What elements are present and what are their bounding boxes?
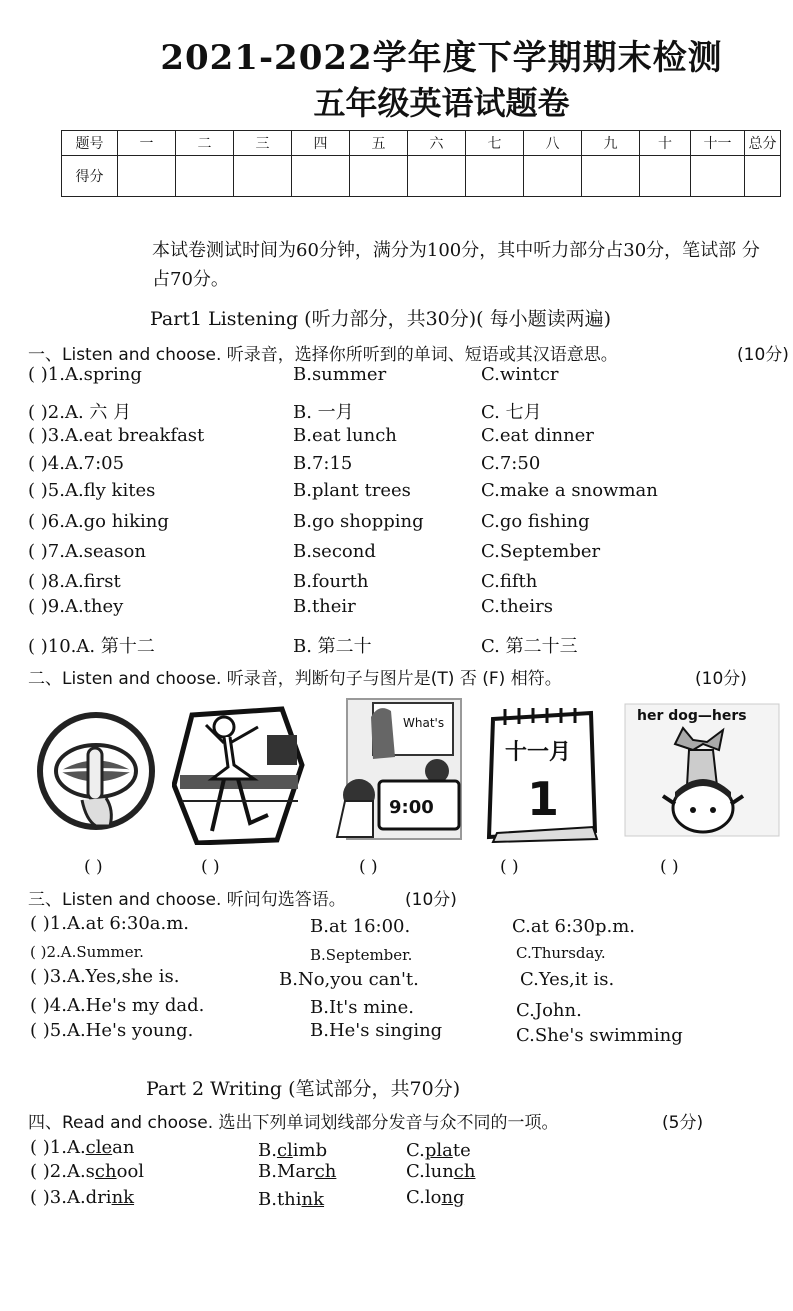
s4-q2-c: C.lunch	[406, 1161, 476, 1182]
s3-q5-a: ( )5.A.He's young.	[30, 1020, 194, 1041]
s2-answer-2[interactable]: ( )	[201, 857, 220, 877]
s1-q5-b: B.plant trees	[293, 480, 411, 501]
score-cell[interactable]	[640, 156, 691, 197]
s1-q4-b: B.7:15	[293, 453, 353, 474]
s2-answer-3[interactable]: ( )	[359, 857, 378, 877]
s3-q2-a: ( )2.A.Summer.	[30, 943, 144, 961]
part1-heading: Part1 Listening (听力部分，共30分)( 每小题读两遍)	[150, 308, 612, 330]
dog-caption-text: her dog—hers	[637, 708, 747, 724]
s1-q3-a: ( )3.A.eat breakfast	[28, 425, 205, 446]
s1-q5-a: ( )5.A.fly kites	[28, 480, 156, 501]
score-col-9: 九	[582, 131, 640, 156]
score-col-3: 三	[234, 131, 292, 156]
s1-q1-c: C.wintcr	[481, 364, 559, 385]
s1-q1-b: B.summer	[293, 364, 387, 385]
s1-q10-c: C. 第二十三	[481, 636, 578, 657]
s4-q3-b: B.think	[258, 1189, 325, 1210]
score-cell[interactable]	[234, 156, 292, 197]
calendar-day-text: 1	[527, 772, 560, 826]
s4-q3-a: ( )3.A.drink	[30, 1187, 135, 1208]
s1-q6-c: C.go fishing	[481, 511, 590, 532]
s2-answer-1[interactable]: ( )	[84, 857, 103, 877]
s1-q9-c: C.theirs	[481, 596, 553, 617]
s1-q9-a: ( )9.A.they	[28, 596, 124, 617]
s4-q2-b: B.March	[258, 1161, 337, 1182]
exam-instructions: 本试卷测试时间为60分钟，满分为100分，其中听力部分占30分，笔试部 分占70分。	[152, 240, 760, 290]
s1-q4-c: C.7:50	[481, 453, 541, 474]
s3-q5-c: C.She's swimming	[516, 1025, 683, 1046]
s3-q4-c: C.John.	[516, 1000, 582, 1021]
calendar-month-text: 十一月	[505, 740, 572, 765]
her-dog-picture	[623, 700, 783, 840]
s1-q8-b: B.fourth	[293, 571, 369, 592]
s1-q10-a: ( )10.A. 第十二	[28, 636, 155, 657]
part2-heading: Part 2 Writing (笔试部分，共70分)	[146, 1078, 461, 1100]
s1-q3-c: C.eat dinner	[481, 425, 594, 446]
s1-q2-c: C. 七月	[481, 402, 542, 423]
score-cell[interactable]	[745, 156, 781, 197]
score-cell[interactable]	[350, 156, 408, 197]
s3-q2-c: C.Thursday.	[516, 944, 606, 962]
section2-points: (10分)	[695, 669, 747, 689]
s1-q5-c: C.make a snowman	[481, 480, 658, 501]
score-table	[61, 130, 781, 197]
score-cell[interactable]	[691, 156, 745, 197]
s4-q1-b: B.climb	[258, 1140, 328, 1161]
score-col-8: 八	[524, 131, 582, 156]
classroom-sign-text: What's	[403, 716, 445, 730]
section1-points: (10分)	[737, 345, 789, 365]
s1-q8-c: C.fifth	[481, 571, 538, 592]
ballet-dancer-picture	[172, 705, 305, 845]
s3-q1-a: ( )1.A.at 6:30a.m.	[30, 913, 190, 934]
s1-q6-b: B.go shopping	[293, 511, 424, 532]
score-cell[interactable]	[466, 156, 524, 197]
s2-answer-5[interactable]: ( )	[660, 857, 679, 877]
s3-q3-b: B.No,you can't.	[279, 969, 419, 990]
s1-q4-a: ( )4.A.7:05	[28, 453, 125, 474]
score-col-1: 一	[118, 131, 176, 156]
s1-q2-a: ( )2.A. 六 月	[28, 402, 132, 423]
s3-q4-b: B.It's mine.	[310, 997, 414, 1018]
section4-title: 四、Read and choose. 选出下列单词划线部分发音与众不同的一项。	[28, 1113, 559, 1133]
s3-q5-b: B.He's singing	[310, 1020, 443, 1041]
s3-q2-b: B.September.	[310, 946, 413, 964]
s1-q3-b: B.eat lunch	[293, 425, 397, 446]
page-subtitle: 五年级英语试题卷	[313, 84, 570, 122]
s1-q10-b: B. 第二十	[293, 636, 372, 657]
s3-q3-c: C.Yes,it is.	[520, 969, 615, 990]
score-table-row1-label: 题号	[62, 131, 118, 156]
score-cell[interactable]	[408, 156, 466, 197]
score-cell[interactable]	[524, 156, 582, 197]
s2-answer-4[interactable]: ( )	[500, 857, 519, 877]
section2-title: 二、Listen and choose. 听录音，判断句子与图片是(T) 否 (F) 相符。	[28, 669, 562, 689]
s3-q4-a: ( )4.A.He's my dad.	[30, 995, 205, 1016]
score-cell[interactable]	[582, 156, 640, 197]
section3-points: (10分)	[405, 890, 457, 910]
calendar-picture	[483, 705, 603, 843]
s4-q1-a: ( )1.A.clean	[30, 1137, 135, 1158]
score-col-2: 二	[176, 131, 234, 156]
section3-title: 三、Listen and choose. 听问句选答语。	[28, 890, 346, 910]
s1-q7-a: ( )7.A.season	[28, 541, 146, 562]
clock-time-text: 9:00	[389, 797, 434, 818]
score-col-5: 五	[350, 131, 408, 156]
section1-title: 一、Listen and choose. 听录音，选择你所听到的单词、短语或其汉语意思。	[28, 345, 618, 365]
section4-points: (5分)	[662, 1113, 704, 1133]
s4-q3-c: C.long	[406, 1187, 465, 1208]
s3-q1-b: B.at 16:00.	[310, 916, 411, 937]
s1-q9-b: B.their	[293, 596, 356, 617]
s1-q6-a: ( )6.A.go hiking	[28, 511, 169, 532]
s3-q3-a: ( )3.A.Yes,she is.	[30, 966, 180, 987]
s1-q7-c: C.September	[481, 541, 601, 562]
score-col-total: 总分	[745, 131, 781, 156]
s4-q1-c: C.plate	[406, 1140, 471, 1161]
score-table-row2-label: 得分	[62, 156, 118, 197]
s1-q7-b: B.second	[293, 541, 376, 562]
score-col-11: 十一	[691, 131, 745, 156]
s1-q8-a: ( )8.A.first	[28, 571, 121, 592]
score-col-10: 十	[640, 131, 691, 156]
s1-q2-b: B. 一月	[293, 402, 354, 423]
score-col-6: 六	[408, 131, 466, 156]
score-col-4: 四	[292, 131, 350, 156]
score-cell[interactable]	[176, 156, 234, 197]
s4-q2-a: ( )2.A.school	[30, 1161, 145, 1182]
score-cell[interactable]	[118, 156, 176, 197]
score-col-7: 七	[466, 131, 524, 156]
s3-q1-c: C.at 6:30p.m.	[512, 916, 635, 937]
score-cell[interactable]	[292, 156, 350, 197]
quiet-sign-picture	[36, 710, 156, 832]
page-title: 2021-2022学年度下学期期末检测	[160, 38, 723, 78]
classroom-clock-picture	[333, 697, 463, 842]
s1-q1-a: ( )1.A.spring	[28, 364, 142, 385]
